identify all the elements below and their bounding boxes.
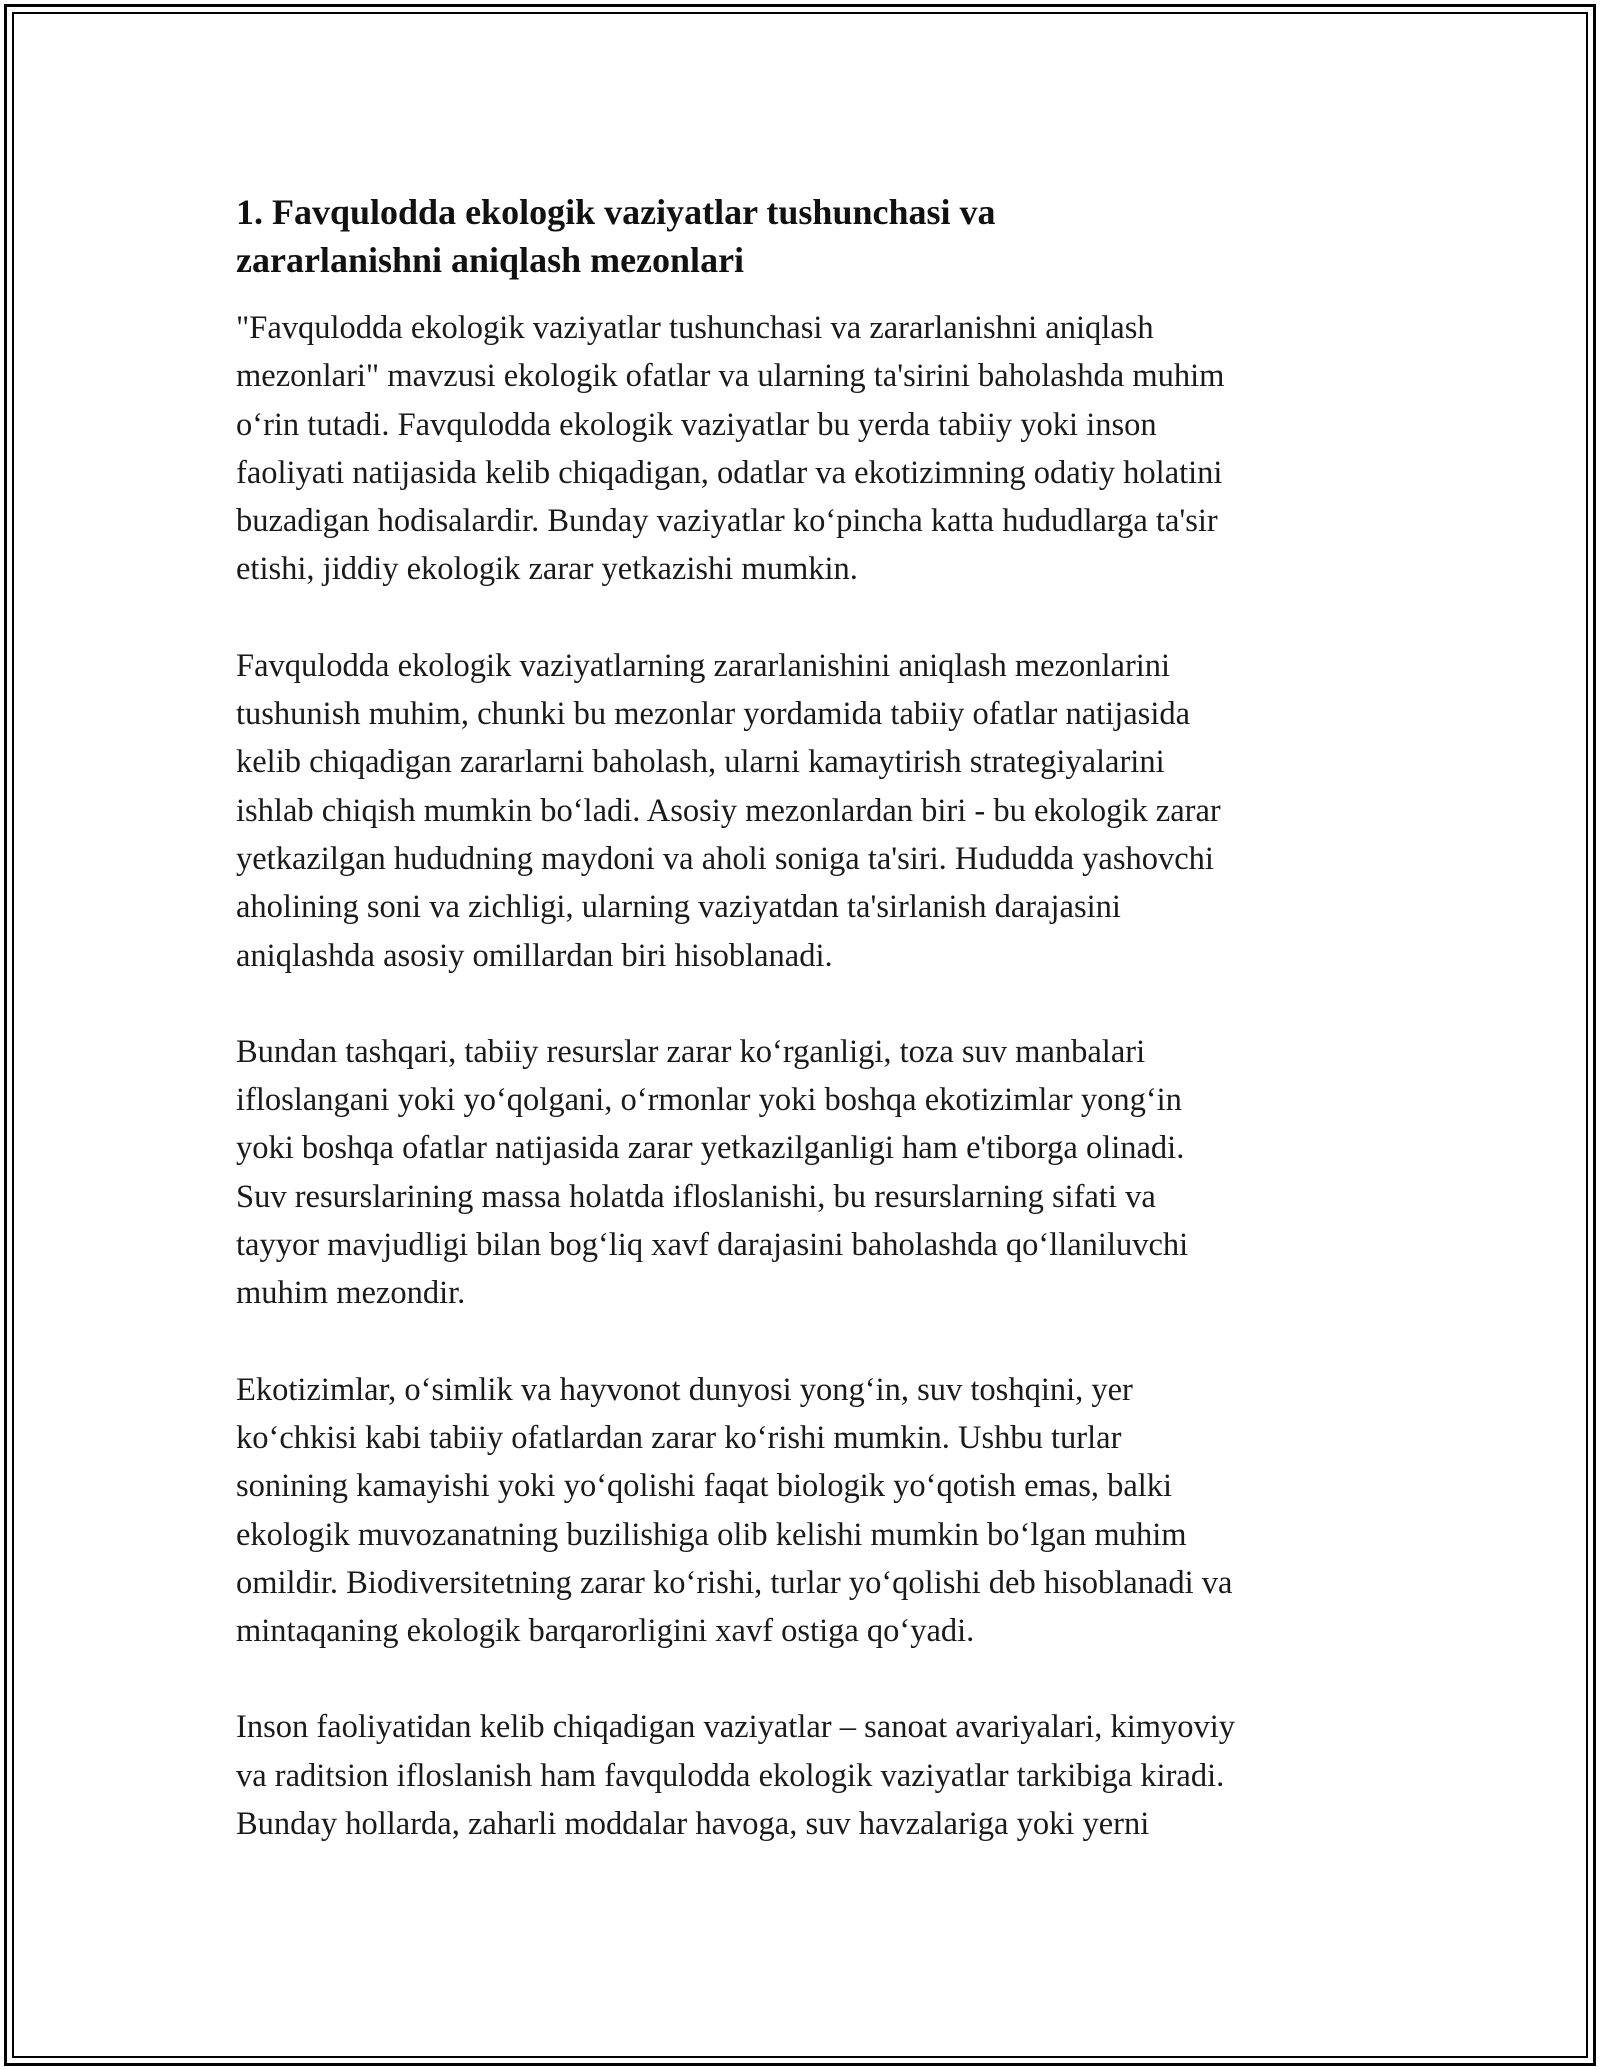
text-line: omildir. Biodiversitetning zarar ko‘rishi, turlar yo‘qolishi deb hisoblanadi va: [236, 1564, 1233, 1601]
text-line: tushunish muhim, chunki bu mezonlar yordamida tabiiy ofatlar natijasida: [236, 696, 1191, 733]
text-line: Inson faoliyatidan kelib chiqadigan vaziyatlar – sanoat avariyalari, kimyoviy: [236, 1709, 1236, 1746]
text-line: Suv resurslarining massa holatda ifloslanishi, bu resurslarning sifati va: [236, 1178, 1156, 1215]
paragraph-2: [236, 642, 1376, 980]
text-line: sonining kamayishi yoki yo‘qolishi faqat biologik yo‘qotish emas, balki: [236, 1468, 1173, 1505]
text-line: va raditsion ifloslanish ham favqulodda ekologik vaziyatlar tarkibiga kiradi.: [236, 1757, 1225, 1794]
text-line: mezonlari" mavzusi ekologik ofatlar va ularning ta'sirini baholashda muhim: [236, 358, 1225, 395]
text-line: ekologik muvozanatning buzilishiga olib kelishi mumkin bo‘lgan muhim: [236, 1516, 1187, 1553]
text-line: Bunday hollarda, zaharli moddalar havoga, suv havzalariga yoki yerni: [236, 1806, 1150, 1843]
text-line: Bundan tashqari, tabiiy resurslar zarar ko‘rganligi, toza suv manbalari: [236, 1033, 1146, 1070]
text-line: yetkazilgan hududning maydoni va aholi soniga ta'siri. Hududda yashovchi: [236, 840, 1214, 877]
text-line: kelib chiqadigan zararlarni baholash, ularni kamaytirish strategiyalarini: [236, 744, 1165, 781]
text-line: yoki boshqa ofatlar natijasida zarar yetkazilganligi ham e'tiborga olinadi.: [236, 1130, 1185, 1167]
text-line: mintaqaning ekologik barqarorligini xavf ostiga qo‘yadi.: [236, 1613, 975, 1650]
document-body: [236, 188, 1376, 1896]
text-line: muhim mezondir.: [236, 1275, 466, 1312]
text-line: "Favqulodda ekologik vaziyatlar tushunchasi va zararlanishni aniqlash: [236, 310, 1154, 346]
text-line: o‘rin tutadi. Favqulodda ekologik vaziyatlar bu yerda tabiiy yoki inson: [236, 406, 1157, 443]
text-line: buzadigan hodisalardir. Bunday vaziyatlar ko‘pincha katta hududlarga ta'sir: [236, 503, 1218, 540]
text-line: tayyor mavjudligi bilan bog‘liq xavf darajasini baholashda qo‘llaniluvchi: [236, 1227, 1189, 1264]
text-line: ishlab chiqish mumkin bo‘ladi. Asosiy mezonlardan biri - bu ekologik zarar: [236, 792, 1221, 829]
text-line: aholining soni va zichligi, ularning vaziyatdan ta'sirlanish darajasini: [236, 889, 1121, 926]
paragraph-4: [236, 1366, 1376, 1656]
text-line: aniqlashda asosiy omillardan biri hisoblanadi.: [236, 937, 833, 974]
paragraph-1: [236, 304, 1376, 594]
paragraph-5: [236, 1703, 1376, 1848]
text-line: ifloslangani yoki yo‘qolgani, o‘rmonlar yoki boshqa ekotizimlar yong‘in: [236, 1082, 1182, 1119]
paragraph-3: [236, 1028, 1376, 1318]
text-line: etishi, jiddiy ekologik zarar yetkazishi mumkin.: [236, 551, 858, 588]
heading-line: 1. Favqulodda ekologik vaziyatlar tushunchasi va: [236, 192, 996, 232]
heading-line: zararlanishni aniqlash mezonlari: [236, 240, 745, 280]
section-heading: [236, 188, 1376, 284]
text-line: ko‘chkisi kabi tabiiy ofatlardan zarar ko‘rishi mumkin. Ushbu turlar: [236, 1419, 1122, 1456]
text-line: Ekotizimlar, o‘simlik va hayvonot dunyosi yong‘in, suv toshqini, yer: [236, 1371, 1133, 1408]
text-line: Favqulodda ekologik vaziyatlarning zararlanishini aniqlash mezonlarini: [236, 647, 1171, 684]
text-line: faoliyati natijasida kelib chiqadigan, odatlar va ekotizimning odatiy holatini: [236, 454, 1223, 491]
